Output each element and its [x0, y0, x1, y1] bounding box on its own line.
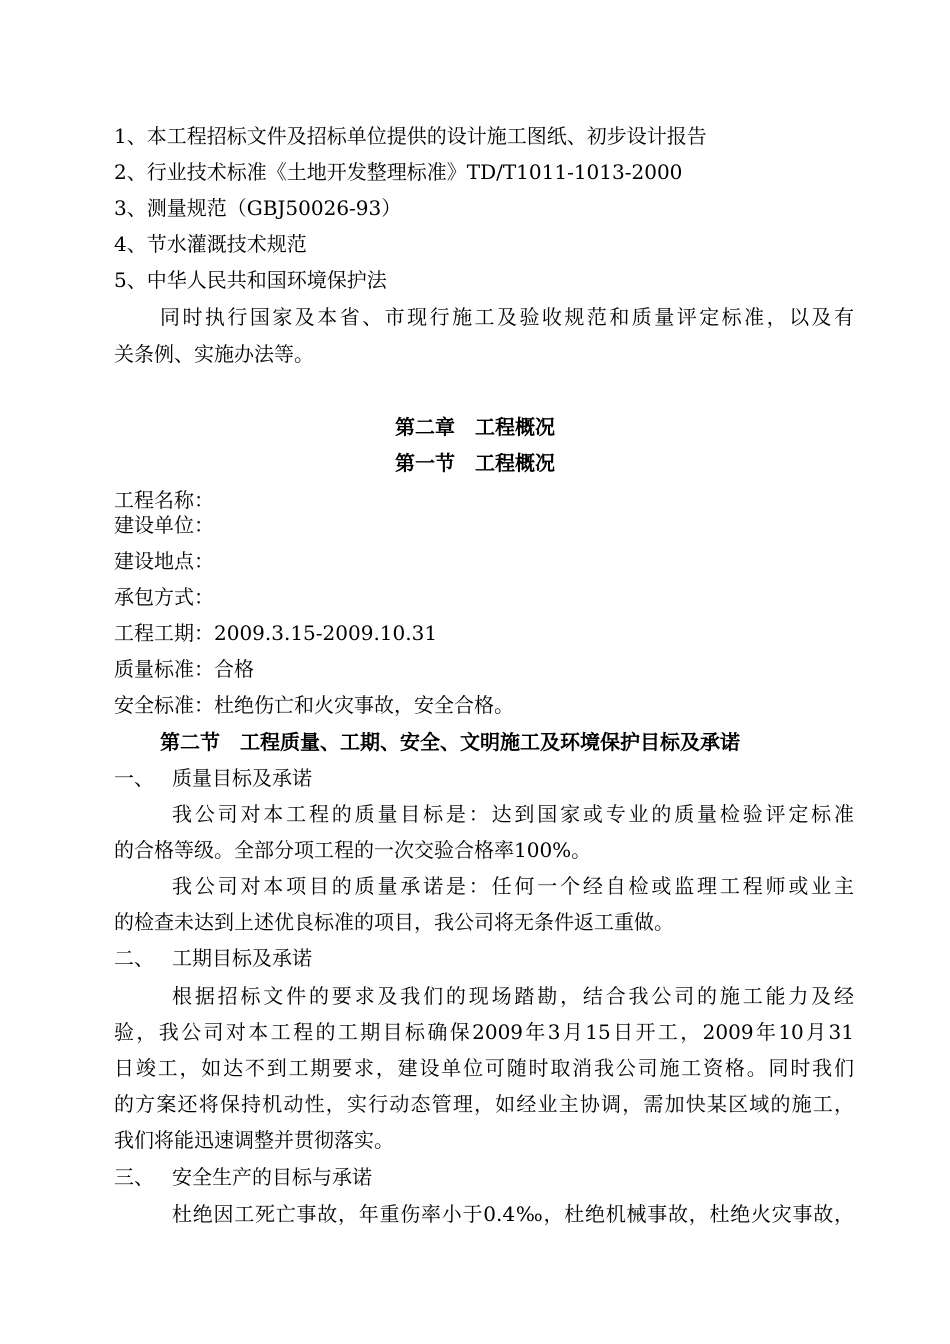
safety-heading	[114, 1163, 372, 1191]
quality-heading	[114, 764, 312, 792]
basis-paragraph-line-1: 同时执行国家及本省、市现行施工及验收规范和质量评定标准，以及有	[160, 305, 854, 329]
chapter-title: 第二章 工程概况	[395, 415, 555, 439]
schedule-line-1: 根据招标文件的要求及我们的现场踏勘，结合我公司的施工能力及经	[172, 984, 854, 1008]
quality-title: 质量目标及承诺	[172, 766, 312, 790]
schedule-title: 工期目标及承诺	[172, 946, 312, 970]
section2-title: 第二节 工程质量、工期、安全、文明施工及环境保护目标及承诺	[160, 730, 740, 754]
field-project-name: 工程名称：	[114, 488, 214, 512]
field-quality-standard: 质量标准：合格	[114, 657, 254, 681]
field-duration: 工程工期：2009.3.15-2009.10.31	[114, 621, 438, 645]
schedule-heading	[114, 944, 312, 972]
field-location: 建设地点：	[114, 549, 214, 573]
basis-item-4: 4、节水灌溉技术规范	[114, 232, 307, 256]
safety-line-1: 杜绝因工死亡事故，年重伤率小于0.4‰，杜绝机械事故，杜绝火灾事故，	[172, 1202, 854, 1226]
schedule-number: 二、	[114, 946, 154, 970]
schedule-line-3: 日竣工，如达不到工期要求，建设单位可随时取消我公司施工资格。同时我们	[114, 1056, 854, 1080]
safety-title: 安全生产的目标与承诺	[172, 1165, 372, 1189]
safety-number: 三、	[114, 1165, 154, 1189]
basis-item-3: 3、测量规范（GBJ50026-93）	[114, 196, 402, 220]
quality-p1-line-2: 的合格等级。全部分项工程的一次交验合格率100%。	[114, 838, 592, 862]
basis-item-1: 1、本工程招标文件及招标单位提供的设计施工图纸、初步设计报告	[114, 124, 707, 148]
quality-p2-line-2: 的检查未达到上述优良标准的项目，我公司将无条件返工重做。	[114, 910, 674, 934]
basis-item-5: 5、中华人民共和国环境保护法	[114, 268, 387, 292]
basis-item-2: 2、行业技术标准《土地开发整理标准》TD/T1011-1013-2000	[114, 160, 683, 184]
field-safety-standard: 安全标准：杜绝伤亡和火灾事故，安全合格。	[114, 693, 514, 717]
section1-title: 第一节 工程概况	[395, 451, 555, 475]
schedule-line-4: 的方案还将保持机动性，实行动态管理，如经业主协调，需加快某区域的施工，	[114, 1092, 854, 1116]
field-builder: 建设单位：	[114, 513, 214, 537]
quality-p2-line-1: 我公司对本项目的质量承诺是：任何一个经自检或监理工程师或业主	[172, 874, 854, 898]
quality-number: 一、	[114, 766, 154, 790]
schedule-line-5: 我们将能迅速调整并贯彻落实。	[114, 1128, 394, 1152]
quality-p1-line-1: 我公司对本工程的质量目标是：达到国家或专业的质量检验评定标准	[172, 802, 854, 826]
schedule-line-2: 验，我公司对本工程的工期目标确保2009年3月15日开工，2009年10月31	[114, 1020, 854, 1044]
field-contract-type: 承包方式：	[114, 585, 214, 609]
basis-paragraph-line-2: 关条例、实施办法等。	[114, 342, 314, 366]
